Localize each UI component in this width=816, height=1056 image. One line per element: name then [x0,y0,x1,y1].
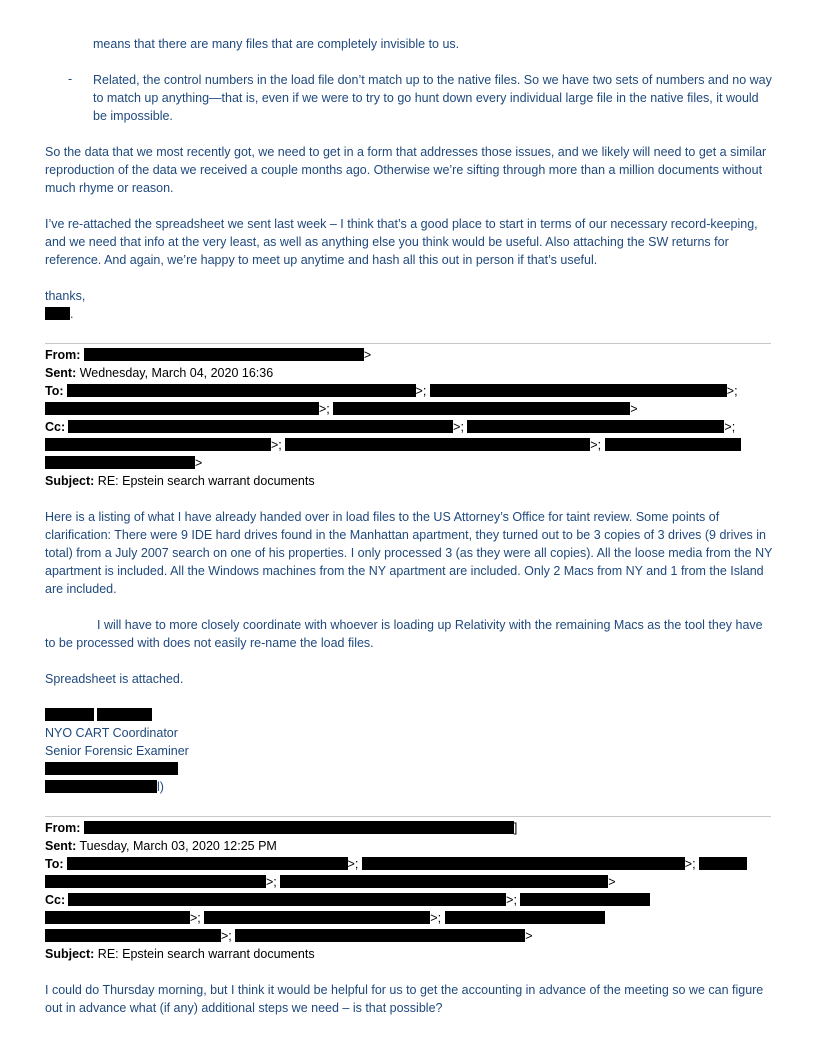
paragraph-data-reproduction: So the data that we most recently got, we need to get in a form that addresses those issues, and we likely will need to get a similar reproduction of the data we received a couple months ago. Otherwise we’re sifting through more than a million documents without much rhyme or reason. [45,145,767,195]
recipient-separator: >; [453,420,464,434]
redaction-box [362,857,685,870]
redaction-box [280,875,608,888]
to-label: To: [45,857,64,871]
signature-contact-2 [45,778,164,796]
from-label: From: [45,348,81,362]
redaction-box [333,402,630,415]
redaction-box [45,307,70,320]
redaction-box [97,708,152,721]
redaction-box [84,348,364,361]
closing-thanks: thanks, [45,289,86,303]
redaction-box [235,929,525,942]
redaction-box [67,384,416,397]
redaction-box [45,875,266,888]
redaction-box [68,420,453,433]
signature-title: NYO CART Coordinator [45,726,178,740]
redaction-box [430,384,727,397]
cc-line-continued-2 [45,927,533,945]
cc-line [45,418,735,436]
recipient-separator: >; [319,402,330,416]
recipient-separator: >; [271,438,282,452]
from-label: From: [45,821,81,835]
sent-value: Tuesday, March 03, 2020 12:25 PM [79,839,277,853]
recipient-end: > [608,875,616,889]
signature-name [45,706,152,724]
redaction-box [67,857,348,870]
redaction-box [605,438,741,451]
redaction-box [45,762,178,775]
redaction-box [520,893,650,906]
recipient-separator: >; [430,911,442,925]
redaction-box [45,780,157,793]
recipient-separator: >; [684,857,696,871]
signature-contact [45,760,178,778]
redaction-box [45,456,195,469]
message-body-coordination: I will have to more closely coordinate with whoever is loading up Relativity with the remaining Macs as the tool they have to be processed with does not easily re-name the load files. [45,618,763,650]
signature-role: Senior Forensic Examiner [45,744,189,758]
redaction-box [445,911,605,924]
to-line [45,382,738,400]
redaction-box [45,911,190,924]
redaction-box [84,821,514,834]
redaction-box [467,420,724,433]
to-line-continued [45,400,638,418]
recipient-separator: >; [724,420,736,434]
subject-line [45,945,315,963]
spreadsheet-note: Spreadsheet is attached. [45,672,184,686]
from-suffix: > [363,348,372,362]
sent-line [45,364,273,382]
redaction-box [285,438,590,451]
recipient-separator: >; [347,857,359,871]
recipient-separator: >; [506,893,517,907]
subject-label: Subject: [45,474,95,488]
recipient-end: > [630,402,638,416]
paragraph-spreadsheet: I’ve re-attached the spreadsheet we sent last week – I think that’s a good place to start in terms of our necessary record-keeping, and we need that info at the very least, as well as anything else you think would be useful. Also attaching the SW returns for reference. And again, we’re happy to meet up anytime and hash all this out in person if that’s useful. [45,217,758,267]
to-line [45,855,747,873]
redaction-box [204,911,430,924]
redaction-box [699,857,747,870]
from-line [45,346,371,364]
bullet-dash: - [68,72,73,86]
cc-label: Cc: [45,893,66,907]
message-divider [45,816,771,817]
recipient-end: > [525,929,533,943]
subject-label: Subject: [45,947,95,961]
cc-line-continued [45,909,605,927]
recipient-separator: >; [415,384,427,398]
signature-suffix: l) [157,780,164,794]
continuation-line: means that there are many files that are completely invisible to us. [93,37,460,51]
redaction-box [45,708,94,721]
recipient-end: > [195,456,203,470]
cc-line [45,891,650,909]
recipient-separator: >; [590,438,602,452]
to-label: To: [45,384,64,398]
signoff [45,305,73,323]
redaction-box [45,929,221,942]
recipient-separator: >; [726,384,738,398]
signoff-suffix: . [70,307,74,321]
subject-value: RE: Epstein search warrant documents [97,947,315,961]
cc-line-continued-2 [45,454,202,472]
recipient-separator: >; [190,911,201,925]
subject-line [45,472,315,490]
from-suffix: ] [513,821,518,835]
cc-label: Cc: [45,420,66,434]
message-body: Here is a listing of what I have already handed over in load files to the US Attorney’s Office for taint review. Some points of clarification: There were 9 IDE hard drives found in the Manhattan apartment, they turned out to be 3 copies of 3 drives (9 drives in total) from a July 2007 search on one of his properties. I only processed 3 (as they were all copies). All the loose media from the NY apartment is included. All the Windows machines from the NY apartment are included. Only 2 Macs from NY and 1 from the Island are included. [45,510,773,596]
cc-line-continued [45,436,741,454]
sent-line [45,837,277,855]
subject-value: RE: Epstein search warrant documents [97,474,315,488]
redaction-box [45,402,319,415]
from-line [45,819,517,837]
sent-value: Wednesday, March 04, 2020 16:36 [79,366,274,380]
recipient-separator: >; [221,929,232,943]
redaction-box [45,438,271,451]
message-divider [45,343,771,344]
bullet-text: Related, the control numbers in the load file don’t match up to the native files. So we have two sets of numbers and no way to match up anything—that is, even if we were to try to go hunt down every individual large file in the native files, it would be impossible. [93,73,772,123]
recipient-separator: >; [266,875,277,889]
sent-label: Sent: [45,839,77,853]
message-body: I could do Thursday morning, but I think it would be helpful for us to get the accounting in advance of the meeting so we can figure out in advance what (if any) additional steps we need – is that possible? [45,983,764,1015]
redaction-box [68,893,506,906]
sent-label: Sent: [45,366,77,380]
to-line-continued [45,873,616,891]
